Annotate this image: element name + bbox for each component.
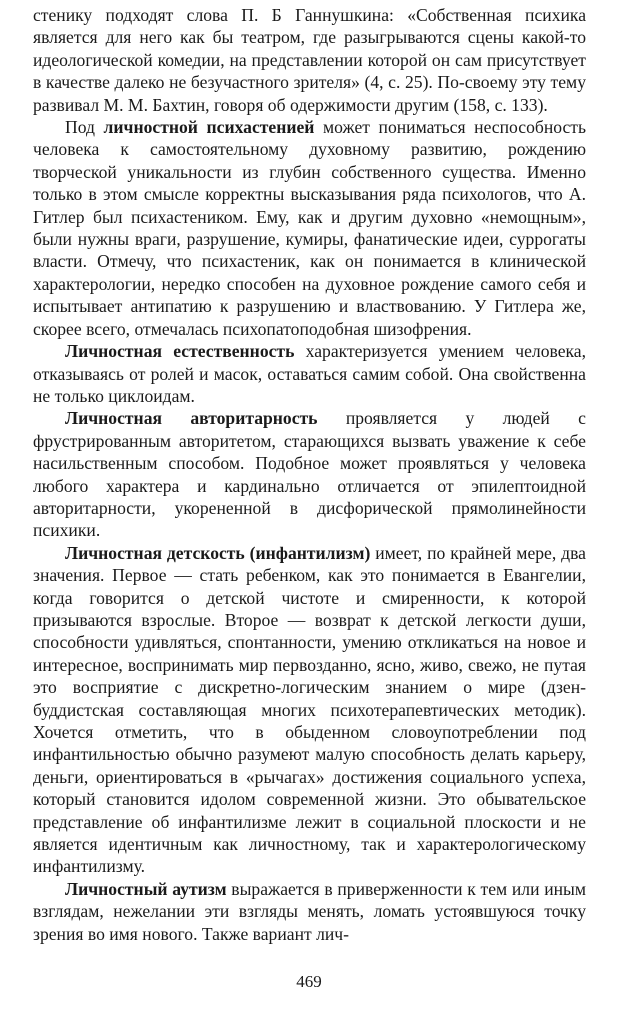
paragraph-text: имеет, по крайней мере, два значения. Первое — стать ребенком, как это понимается в Евангелии, когда говорится о детской чистоте и смиренности, к которой призываются взрослые. Второе — возврат к детской легкости души, способности удивляться, спонтанности, умению откликаться на новое и интересное, воспринимать мир первозданно, ясно, живо, свежо, не путая это восприятие с дискретно-логическим знанием о мире (дзен-буддистская составляющая многих психотерапевтических методик). Хочется отметить, что в обыденном словоупотреблении под инфантильностью обычно разумеют малую способность делать карьеру, деньги, ориентироваться в «рычагах» достижения социального успеха, который становится идолом современной жизни. Это обывательское представление об инфантилизме лежит в социальной плоскости и не является идентичным как личностному, так и характерологическому инфантилизму. <box>33 542 586 877</box>
body-text <box>33 4 586 945</box>
paragraph-naturalness <box>33 340 586 407</box>
paragraph-text: характеризуется умением человека, отказываясь от ролей и масок, оставаться самим собой. Она свойственна не только циклоидам. <box>33 341 586 406</box>
paragraph-psychasthenia <box>33 116 586 340</box>
paragraph-continuation <box>33 4 586 116</box>
paragraph-childishness <box>33 542 586 878</box>
page-number: 469 <box>296 972 322 991</box>
paragraph-text: стенику подходят слова П. Б Ганнушкина: «Собственная психика является для него как бы театром, где разыгрываются сцены какой-то идеологической комедии, на представлении которой он сам присутствует в качестве далеко не безучастного зрителя» (4, с. 25). По-своему эту тему развивал М. М. Бахтин, говоря об одержимости другим (158, с. 133). <box>33 5 586 115</box>
paragraph-text: проявляется у людей с фрустрированным авторитетом, старающихся вызвать уважение к себе насильственным способом. Подобное может проявляться у человека любого характера и кардинально отличается от эпилептоидной авторитарности, укорененной в дисфорической прямолинейности психики. <box>33 408 586 541</box>
term-heading: Личностная естественность <box>65 341 295 362</box>
term-heading: Личностная авторитарность <box>65 408 318 429</box>
paragraph-lead: Под <box>65 117 104 138</box>
paragraph-text: может пониматься неспособность человека к самостоятельному духовному развитию, рождению творческой уникальности из глубин собственного существа. Именно только в этом смысле корректны высказывания ряда психологов, что А. Гитлер был психастеником. Ему, как и другим духовно «немощным», были нужны враги, разрушение, кумиры, фанатические идеи, суррогаты власти. Отмечу, что психастеник, как он понимается в клинической характерологии, нередко способен на духовное рождение самого себя и испытывает антипатию к разрушению и властвованию. У Гитлера же, скорее всего, отмечалась психопатоподобная шизофрения. <box>33 117 586 339</box>
paragraph-autism <box>33 878 586 945</box>
paragraph-text: выражается в приверженности к тем или иным взглядам, нежелании эти взгляды менять, ломать устоявшуюся точку зрения во имя нового. Также вариант лич- <box>33 878 586 944</box>
term-heading: Личностная детскость (инфантилизм) <box>65 542 371 563</box>
term-heading: Личностный аутизм <box>65 878 227 899</box>
paragraph-authoritarianism <box>33 407 586 541</box>
term-heading: личностной психастенией <box>103 117 315 138</box>
